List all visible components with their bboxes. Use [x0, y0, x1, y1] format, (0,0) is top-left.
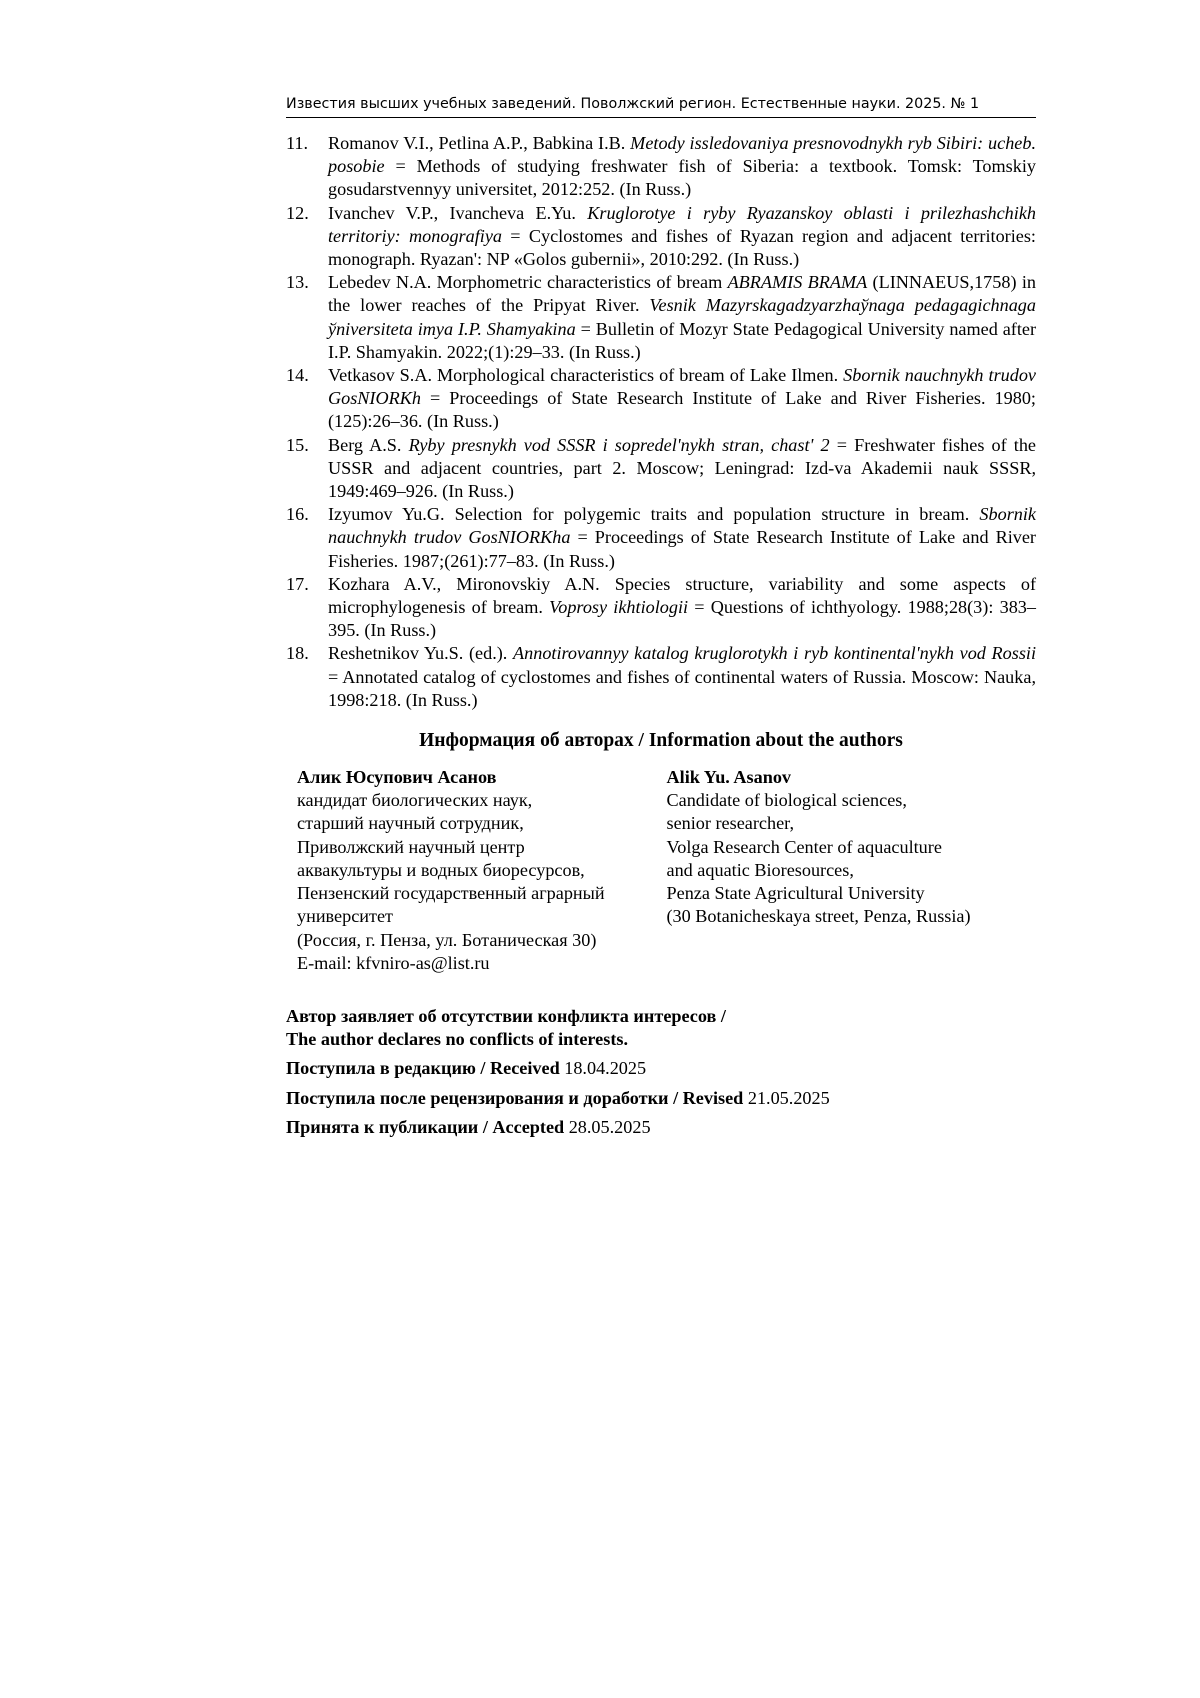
author-name-en: Alik Yu. Asanov — [666, 767, 792, 788]
reference-text: Berg A.S. Ryby presnykh vod SSSR i sopredel'nykh stran, chast' 2 = Freshwater fishes of the USSR and adjacent countries, part 2. Moscow; Leningrad: Izd-va Akademii nauk SSSR, 1949:469–926. (In Russ.) — [328, 434, 1036, 502]
reference-text: Romanov V.I., Petlina A.P., Babkina I.B. Metody issledovaniya presnovodnykh ryb Sibiri: ucheb. posobie = Methods of studying freshwater fish of Siberia: a textbook. Tomsk: Tomskiy gosudarstvennyy universitet, 2012:252. (In Russ.) — [328, 133, 1037, 200]
reference-number: 14. — [286, 365, 309, 386]
date-accepted: Принята к публикации / Accepted 28.05.2025 — [286, 1116, 651, 1137]
author-detail-line: аквакультуры и водных биоресурсов, — [297, 859, 585, 880]
reference-item — [286, 503, 1036, 573]
reference-item — [286, 132, 1036, 202]
reference-number: 15. — [286, 434, 309, 455]
reference-number: 11. — [286, 133, 309, 153]
reference-item — [286, 642, 1036, 712]
author-name-ru: Алик Юсупович Асанов — [297, 767, 497, 788]
author-detail-line: senior researcher, — [666, 813, 795, 834]
date-revised: Поступила после рецензирования и доработки / Revised 21.05.2025 — [286, 1087, 830, 1108]
author-detail-line: (30 Botanicheskaya street, Penza, Russia) — [666, 906, 971, 927]
author-detail-line: университет — [297, 906, 393, 927]
reference-text: Vetkasov S.A. Morphological characteristics of bream of Lake Ilmen. Sbornik nauchnykh trudov GosNIORKh = Proceedings of State Research Institute of Lake and River Fisheries. 1980;(125):26–36. (In Russ.) — [328, 365, 1037, 432]
reference-text: Lebedev N.A. Morphometric characteristics of bream ABRAMIS BRAMA (LINNAEUS,1758) in the lower reaches of the Pripyat River. Vesnik Mazyrskagadzyarzhaўnaga pedagagichnaga ўniversiteta imya I.P. Shamyakina = Bulletin of Mozyr State Pedagogical University named after I.P. Shamyakin. 2022;(1):29–33. (In Russ.) — [328, 272, 1037, 362]
reference-number: 13. — [286, 272, 309, 293]
author-detail-line: Candidate of biological sciences, — [666, 790, 907, 811]
author-detail-line: and aquatic Bioresources, — [666, 859, 854, 880]
reference-item — [286, 434, 1036, 504]
author-detail-line: старший научный сотрудник, — [297, 813, 524, 834]
reference-list — [286, 132, 1036, 712]
author-detail-line: Volga Research Center of aquaculture — [666, 836, 942, 857]
running-head: Известия высших учебных заведений. Поволжский регион. Естественные науки. 2025. № 1 — [286, 96, 1036, 118]
authors-section-title: Информация об авторах / Information about the authors — [419, 730, 903, 752]
author-email: E-mail: kfvniro-as@list.ru — [297, 952, 490, 973]
reference-item — [286, 271, 1036, 364]
author-detail-line: Penza State Agricultural University — [666, 883, 925, 904]
page — [286, 96, 1036, 1145]
reference-text: Kozhara A.V., Mironovskiy A.N. Species structure, variability and some aspects of microphylogenesis of bream. Voprosy ikhtiologii = Questions of ichthyology. 1988;28(3): 383–395. (In Russ.) — [328, 573, 1036, 641]
article-footer — [286, 1005, 1036, 1139]
date-received: Поступила в редакцию / Received 18.04.2025 — [286, 1058, 647, 1079]
reference-number: 18. — [286, 643, 309, 664]
author-info-ru — [297, 766, 667, 975]
reference-item — [286, 202, 1036, 272]
author-info-en — [667, 766, 1037, 975]
reference-number: 12. — [286, 202, 309, 223]
authors-info — [286, 766, 1036, 975]
reference-item — [286, 573, 1036, 643]
reference-text: Reshetnikov Yu.S. (ed.). Annotirovannyy katalog kruglorotykh i ryb kontinental'nykh vod Rossii = Annotated catalog of cyclostomes and fishes of continental waters of Russia. Moscow: Nauka, 1998:218. (In Russ.) — [328, 643, 1036, 710]
conflict-statement: Автор заявляет об отсутствии конфликта интересов / The author declares no conflicts of interests. — [286, 1005, 726, 1050]
reference-item — [286, 364, 1036, 434]
author-detail-line: Приволжский научный центр — [297, 836, 525, 857]
reference-text: Ivanchev V.P., Ivancheva E.Yu. Kruglorotye i ryby Ryazanskoy oblasti i prilezhashchikh territoriy: monografiya = Cyclostomes and fishes of Ryazan region and adjacent territories: monograph. Ryazan': NP «Golos gubernii», 2010:292. (In Russ.) — [328, 202, 1036, 270]
author-detail-line: Пензенский государственный аграрный — [297, 883, 605, 904]
reference-text: Izyumov Yu.G. Selection for polygemic traits and population structure in bream. Sbornik nauchnykh trudov GosNIORKha = Proceedings of State Research Institute of Lake and River Fisheries. 1987;(261):77–83. (In Russ.) — [328, 504, 1036, 571]
reference-number: 17. — [286, 573, 309, 594]
author-detail-line: (Россия, г. Пенза, ул. Ботаническая 30) — [297, 929, 597, 950]
author-detail-line: кандидат биологических наук, — [297, 790, 533, 811]
reference-number: 16. — [286, 504, 309, 525]
